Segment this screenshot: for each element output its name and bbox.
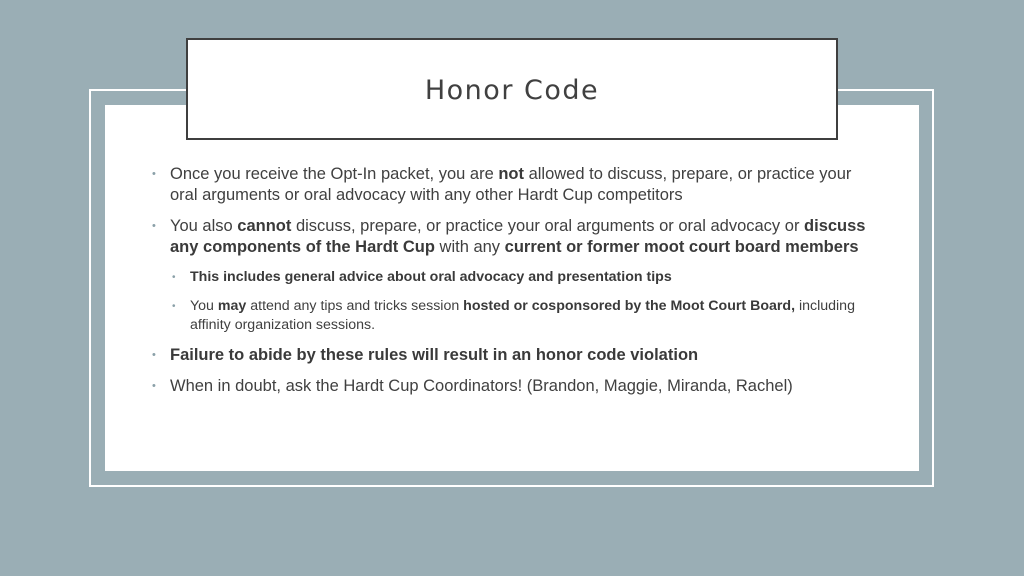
bullet-dot-icon: • bbox=[152, 168, 156, 180]
bullet-text: discuss, prepare, or practice your oral arguments or oral advocacy or bbox=[291, 217, 805, 235]
bullet-dot-icon: • bbox=[152, 380, 156, 392]
bullet-dot-icon: • bbox=[152, 220, 156, 232]
bullet-emphasis: hosted or cosponsored by the Moot Court Board, bbox=[463, 298, 796, 314]
bullet-item-opt-in bbox=[150, 164, 880, 206]
bullet-emphasis: cannot bbox=[237, 217, 292, 235]
bullet-text: with any bbox=[434, 238, 505, 256]
sub-bullet-general-advice bbox=[150, 268, 880, 287]
bullet-emphasis: not bbox=[498, 165, 524, 183]
bullet-dot-icon: • bbox=[172, 301, 176, 312]
bullet-text: You bbox=[190, 298, 218, 314]
bullet-text: attend any tips and tricks session bbox=[246, 298, 464, 314]
bullet-item-coordinators bbox=[150, 376, 880, 397]
bullet-emphasis: discuss any components of the Hardt Cup bbox=[170, 217, 866, 256]
bullet-emphasis: This includes general advice about oral advocacy and presentation tips bbox=[190, 269, 672, 285]
bullet-item-cannot bbox=[150, 216, 880, 258]
slide-title: Honor Code bbox=[424, 74, 600, 106]
bullet-dot-icon: • bbox=[152, 349, 156, 361]
bullet-emphasis: Failure to abide by these rules will result in an honor code violation bbox=[170, 346, 699, 364]
bullet-dot-icon: • bbox=[172, 272, 176, 283]
sub-bullet-may-attend bbox=[150, 297, 880, 335]
bullet-emphasis: may bbox=[217, 298, 247, 314]
bullet-text: You also bbox=[170, 217, 238, 235]
bullet-text: allowed to discuss, prepare, or practice your oral arguments or oral advocacy with any other Hardt Cup competitors bbox=[170, 165, 852, 204]
bullet-emphasis: current or former moot court board members bbox=[504, 238, 859, 256]
bullet-list bbox=[150, 164, 880, 407]
bullet-text: When in doubt, ask the Hardt Cup Coordinators! (Brandon, Maggie, Miranda, Rachel) bbox=[170, 377, 793, 395]
bullet-text: Once you receive the Opt-In packet, you are bbox=[170, 165, 499, 183]
bullet-text: including affinity organization sessions. bbox=[190, 298, 855, 333]
bullet-item-violation bbox=[150, 345, 880, 366]
title-box bbox=[186, 38, 838, 140]
